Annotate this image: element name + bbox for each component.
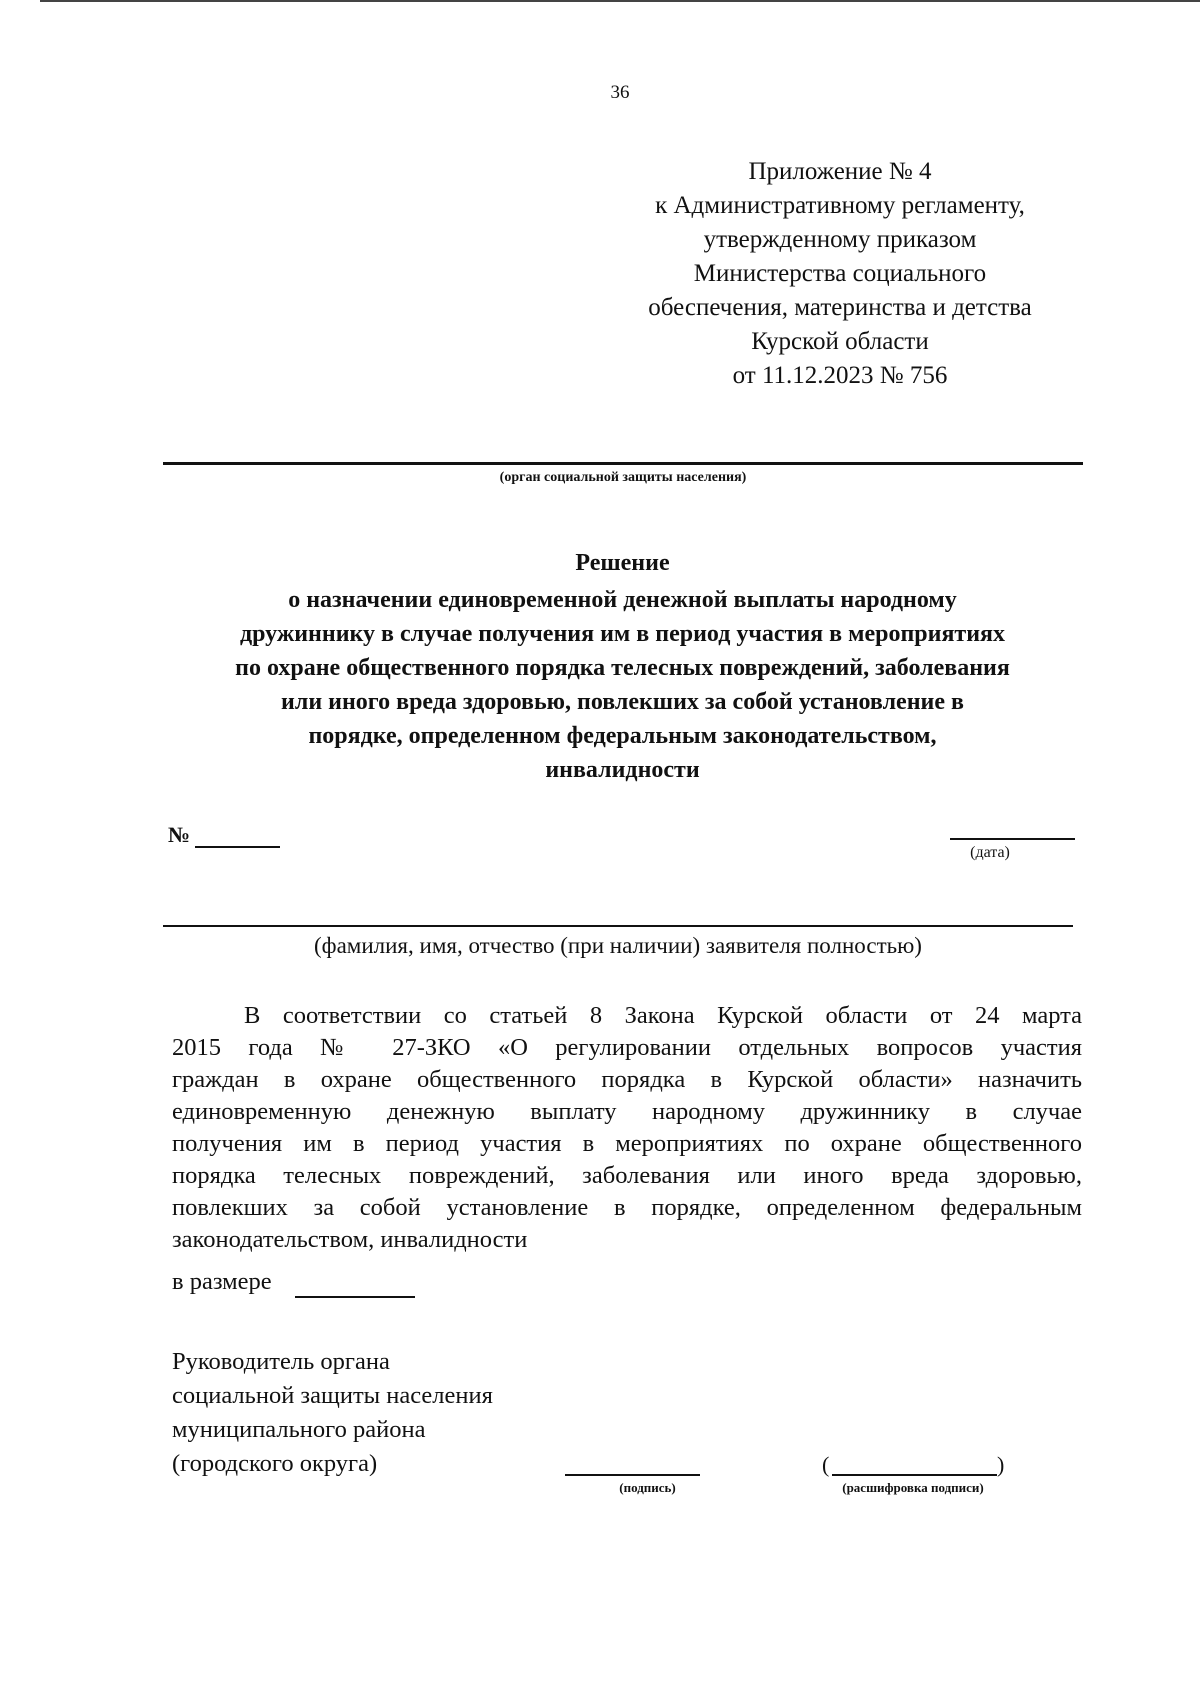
applicant-name-caption: (фамилия, имя, отчество (при наличии) заявителя полностью) [314, 933, 922, 958]
decision-number-fill-line [195, 846, 280, 848]
signer-line: социальной защиты населения [172, 1382, 493, 1409]
signer-line: (городского округа) [172, 1450, 378, 1477]
organ-fill-line [163, 462, 1083, 465]
decision-title: Решение [575, 550, 670, 576]
body-line: получения им в период участия в мероприятиях по охране общественного [172, 1130, 1082, 1157]
body-line: 2015 года № 27-ЗКО «О регулировании отдельных вопросов участия [172, 1034, 1082, 1061]
decision-body [172, 1000, 1082, 1256]
decision-subtitle-line: дружиннику в случае получения им в период участия в мероприятиях [239, 621, 1006, 647]
body-line: единовременную денежную выплату народному дружиннику в случае [172, 1098, 1082, 1125]
body-line: В соответствии со статьей 8 Закона Курской области от 24 марта [244, 1002, 1082, 1029]
signer-line: Руководитель органа [172, 1348, 390, 1375]
appendix-line: Приложение № 4 [748, 158, 932, 185]
decision-number-label: № [168, 822, 191, 847]
scan-border-line [40, 0, 1200, 2]
amount-fill-line [295, 1296, 415, 1298]
appendix-line: к Административному регламенту, [655, 192, 1025, 219]
signature-decode-close-paren: ) [997, 1452, 1005, 1477]
decision-subtitle-line: или иного вреда здоровью, повлекших за собой установление в [281, 689, 964, 715]
appendix-line: Министерства социального [693, 260, 987, 287]
decision-subtitle-line: о назначении единовременной денежной выплаты народному [288, 587, 957, 613]
amount-label: в размере [172, 1268, 272, 1295]
appendix-header [600, 155, 1080, 393]
body-line: законодательством, инвалидности [172, 1226, 528, 1253]
appendix-line: Курской области [751, 328, 929, 355]
organ-caption: (орган социальной защиты населения) [499, 470, 747, 485]
appendix-line: утвержденному приказом [703, 226, 977, 253]
signature-decode-open-paren: ( [822, 1452, 830, 1477]
decision-subtitle-line: инвалидности [545, 757, 700, 783]
body-line: порядка телесных повреждений, заболевания или иного вреда здоровью, [172, 1162, 1082, 1189]
date-caption: (дата) [970, 844, 1010, 861]
signer-line: муниципального района [172, 1416, 426, 1443]
signature-decode-caption: (расшифровка подписи) [842, 1480, 984, 1495]
decision-subtitle-line: порядке, определенном федеральным законодательством, [308, 723, 937, 749]
signer-block [172, 1345, 493, 1481]
applicant-name-fill-line [163, 925, 1073, 927]
page-number: 36 [610, 82, 630, 103]
date-fill-line [950, 838, 1075, 840]
signature-fill-line [565, 1474, 700, 1476]
signature-decode-fill-line [832, 1474, 997, 1476]
appendix-line: обеспечения, материнства и детства [648, 294, 1032, 321]
body-line: граждан в охране общественного порядка в Курской области» назначить [172, 1066, 1082, 1093]
appendix-line: от 11.12.2023 № 756 [732, 362, 948, 389]
signature-caption: (подпись) [619, 1480, 676, 1495]
decision-subtitle-line: по охране общественного порядка телесных повреждений, заболевания [235, 655, 1010, 681]
decision-subtitle [150, 583, 1095, 787]
body-line: повлекших за собой установление в порядке, определенном федеральным [172, 1194, 1082, 1221]
